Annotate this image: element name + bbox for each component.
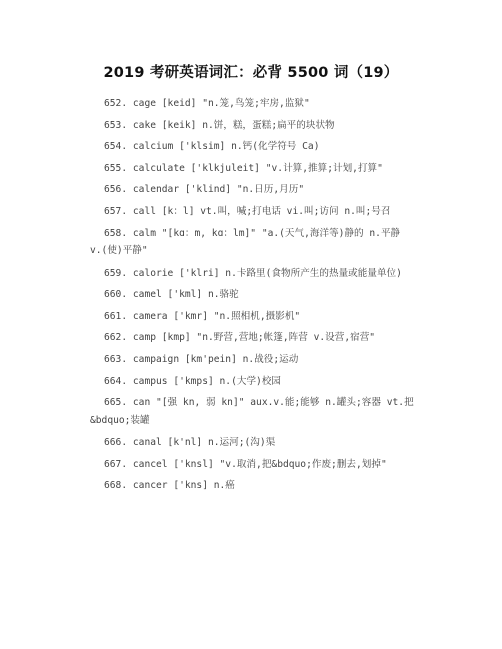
entry-number: 661. <box>104 310 128 322</box>
entry-definition: camp [kmp] "n.野营,营地;帐篷,阵营 v.设营,宿营" <box>132 332 376 344</box>
entry-definition: camel ['kml] n.骆驼 <box>132 289 239 301</box>
entry-number: 655. <box>104 162 128 174</box>
entry-definition: canal [k'nl] n.运河;(沟)渠 <box>132 437 276 449</box>
vocabulary-entry <box>104 436 275 449</box>
entry-number: 657. <box>104 206 128 217</box>
entry-number: 665. <box>104 397 128 409</box>
entry-number: 666. <box>104 437 128 449</box>
vocabulary-entry <box>104 227 400 240</box>
vocabulary-entry <box>104 205 390 218</box>
vocabulary-entry <box>104 375 281 388</box>
entry-number: 662. <box>104 332 128 344</box>
entry-definition-continued: &bdquo;装罐 <box>90 414 150 426</box>
document-title: 2019 考研英语词汇：必背 5500 词（19） <box>103 65 399 81</box>
vocabulary-entry <box>104 119 335 132</box>
vocabulary-entry <box>104 458 387 471</box>
vocabulary-entry <box>104 310 300 323</box>
vocabulary-entry <box>104 162 383 175</box>
entry-number: 656. <box>104 184 128 196</box>
entry-definition: cancer ['kns] n.癌 <box>132 480 235 492</box>
entry-number: 654. <box>104 141 128 153</box>
entry-definition: cage [keid] "n.笼,鸟笼;牢房,监狱" <box>132 98 310 109</box>
entry-definition: calendar ['klind] "n.日历,月历" <box>132 184 305 196</box>
entry-number: 653. <box>104 119 128 131</box>
entry-definition: calculate ['klkjuleit] "v.计算,推算;计划,打算" <box>132 162 383 174</box>
vocabulary-entry <box>104 396 414 409</box>
vocabulary-entry <box>104 140 319 153</box>
entry-number: 658. <box>104 227 128 239</box>
entry-definition: camera ['kmr] "n.照相机,摄影机" <box>132 310 301 322</box>
entry-definition: calorie ['klri] n.卡路里(食物所产生的热量或能量单位) <box>132 267 402 279</box>
entry-definition-continued: v.(使)平静" <box>90 245 148 257</box>
entry-number: 663. <box>104 353 128 365</box>
entry-number: 660. <box>104 289 128 301</box>
entry-definition: campus ['kmps] n.(大学)校园 <box>132 375 282 387</box>
entry-definition: calcium ['klsim] n.钙(化学符号 Ca) <box>132 141 320 153</box>
vocabulary-entry <box>104 331 375 344</box>
vocabulary-entry <box>104 353 298 366</box>
entry-number: 664. <box>104 375 128 387</box>
entry-definition: cancel ['knsl] "v.取消,把&bdquo;作废;删去,划掉" <box>132 458 387 470</box>
vocabulary-entry <box>104 267 402 280</box>
entry-definition: can "[强 kn, 弱 kn]" aux.v.能;能够 n.罐头;容器 vt.把 <box>132 397 414 409</box>
entry-definition: calm "[kɑ：m, kɑ：lm]" "a.(天气,海洋等)静的 n.平静 <box>132 227 401 239</box>
entry-number: 667. <box>104 458 128 470</box>
vocabulary-entry <box>104 183 304 196</box>
vocabulary-entry <box>104 288 239 301</box>
entry-number: 659. <box>104 267 128 279</box>
entry-definition: campaign [km'pein] n.战役;运动 <box>132 353 299 365</box>
entry-definition: cake [keik] n.饼，糕，蛋糕;扁平的块状物 <box>132 119 335 131</box>
vocabulary-entry <box>104 479 235 492</box>
entry-number: 652. <box>104 98 128 109</box>
entry-number: 668. <box>104 480 128 492</box>
vocabulary-entry <box>104 97 310 110</box>
entry-definition: call [k：l] vt.叫，喊;打电话 vi.叫;访问 n.叫;号召 <box>132 206 391 217</box>
